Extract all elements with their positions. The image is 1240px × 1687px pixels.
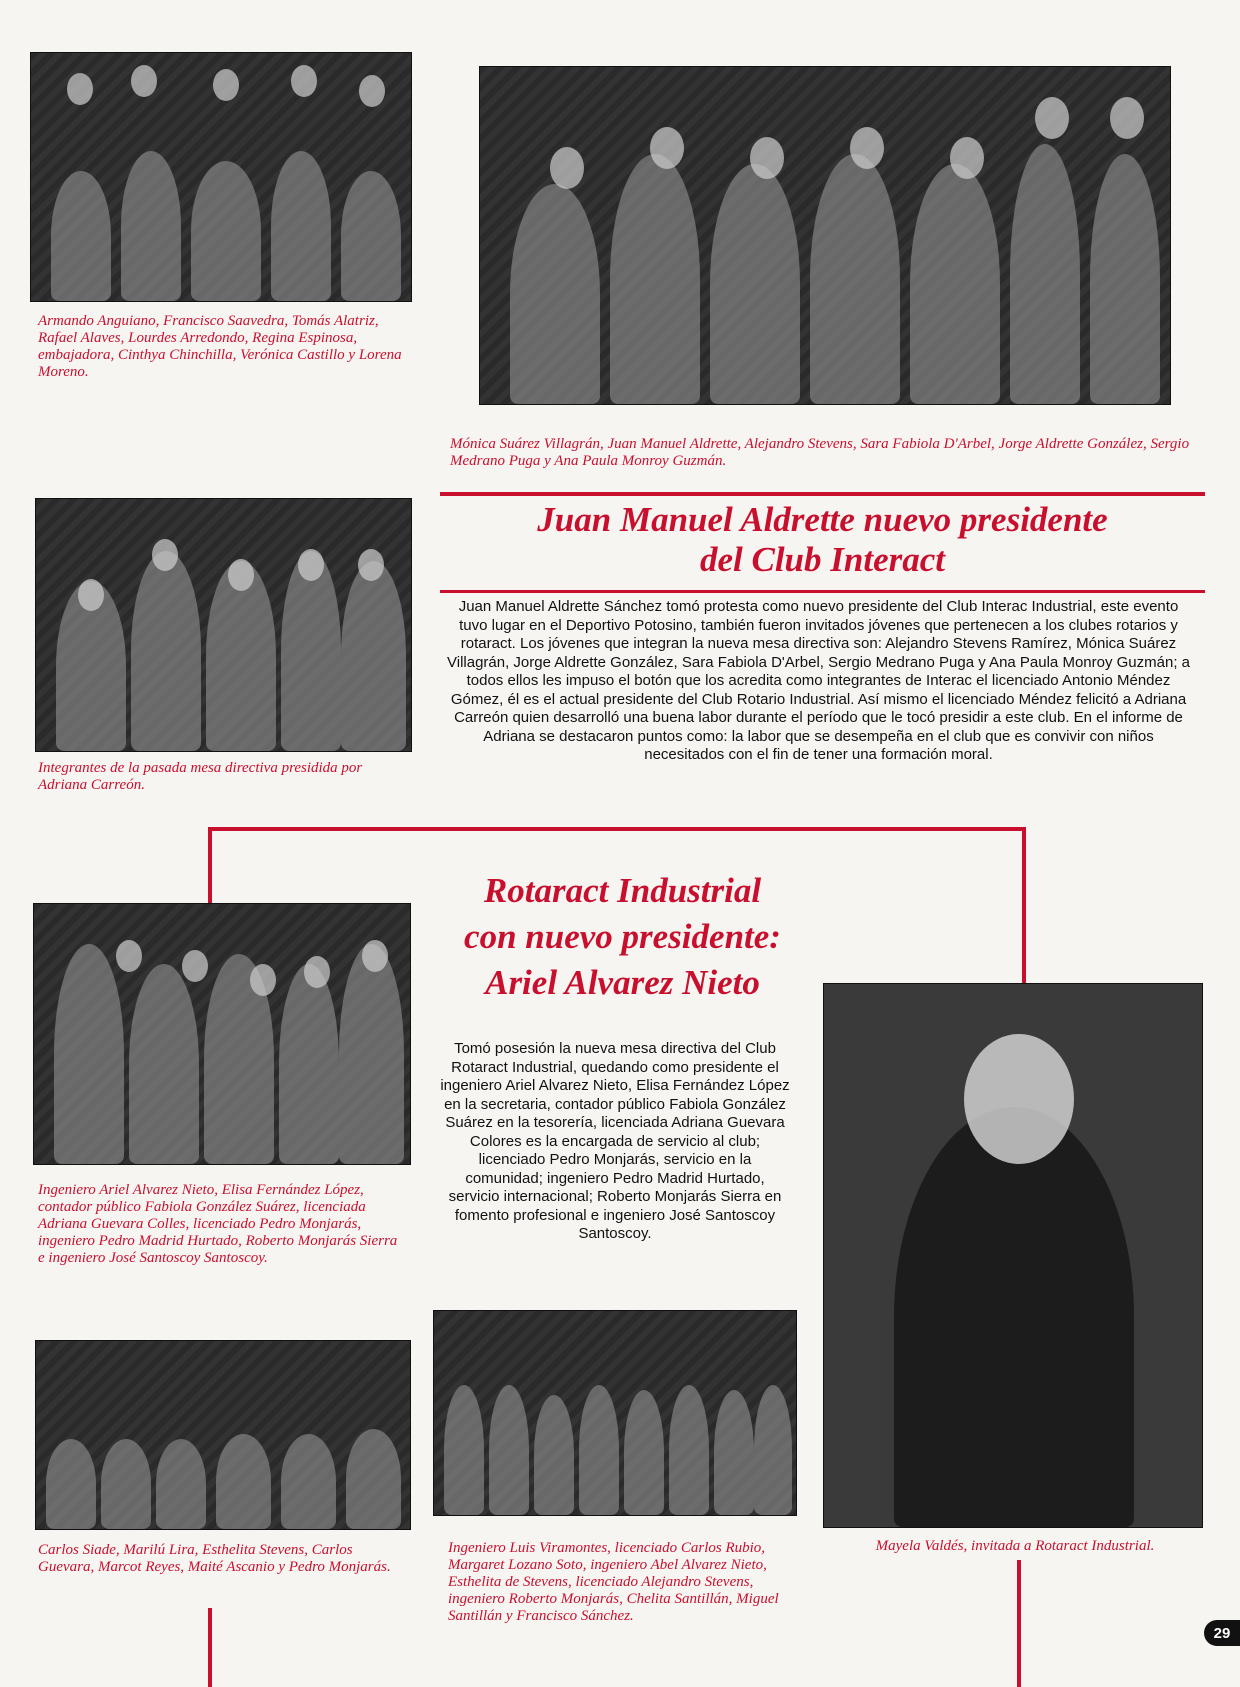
photo-group-2 [479, 66, 1171, 405]
photo-group-6 [433, 1310, 797, 1516]
photo-group-3 [35, 498, 412, 752]
article-2-body: Tomó posesión la nueva mesa directiva del Club Rotaract Industrial, quedando como presidente el ingeniero Ariel Alvarez Nieto, Elisa Fernández López en la secretaria, contador público Fabiola González Suárez en la tesorería, licenciada Adriana Guevara Colores es la encargada de servicio al club; licenciado Pedro Monjarás, servicio en la comunidad; ingeniero Pedro Madrid Hurtado, servicio internacional; Roberto Monjarás Sierra en fomento profesional e ingeniero José Santoscoy Santoscoy. [440, 1040, 790, 1242]
caption-photo-4: Ingeniero Ariel Alvarez Nieto, Elisa Fernández López, contador público Fabiola González Suárez, licenciada Adriana Guevara Colles, licenciado Pedro Monjarás, ingeniero Pedro Madrid Hurtado, Roberto Monjarás Sierra e ingeniero José Santoscoy Santoscoy. [38, 1182, 398, 1266]
article-1-body: Juan Manuel Aldrette Sánchez tomó protesta como nuevo presidente del Club Interac Industrial, este evento tuvo lugar en el Deportivo Potosino, también fueron invitados jóvenes que pertenecen a los clubes rotarios y rotaract. Los jóvenes que integran la nueva mesa directiva son: Alejandro Stevens Ramírez, Mónica Suárez Villagrán, Jorge Aldrette González, Sara Fabiola D'Arbel, Sergio Medrano Puga y Ana Paula Monroy Guzmán; a todos ellos les impuso el botón que los acredita como integrantes de Interac el licenciado Antonio Méndez Gómez, él es el actual presidente del Club Rotario Industrial. Así mismo el licenciado Méndez felicitó a Adriana Carreón quien desarrolló una buena labor durante el período que le tocó presidir a este club. En el informe de Adriana se destacaron puntos como: la labor que se desempeña en el club que es convivir con niños necesitados con el fin de tener una formación moral. [447, 598, 1190, 763]
bottom-left-vertical-rule [208, 1608, 212, 1687]
article-2-headline-line-2: con nuevo presidente: [464, 917, 781, 956]
article-1-top-rule [440, 492, 1205, 496]
article-1-headline-line-2: del Club Interact [699, 540, 946, 579]
caption-photo-1: Armando Anguiano, Francisco Saavedra, Tomás Alatriz, Rafael Alaves, Lourdes Arredondo, Regina Espinosa, embajadora, Cinthya Chinchilla, Verónica Castillo y Lorena Moreno. [38, 313, 402, 380]
caption-photo-2: Mónica Suárez Villagrán, Juan Manuel Aldrette, Alejandro Stevens, Sara Fabiola D'Arbel, Jorge Aldrette González, Sergio Medrano Puga y Ana Paula Monroy Guzmán. [450, 436, 1190, 469]
article-2-headline-line-1: Rotaract Industrial [483, 871, 762, 910]
photo-group-4 [33, 903, 411, 1165]
photo-group-1 [30, 52, 412, 302]
article-1-headline-line-1: Juan Manuel Aldrette nuevo presidente [537, 500, 1108, 539]
article-1-bottom-rule [440, 590, 1205, 593]
caption-photo-6: Ingeniero Luis Viramontes, licenciado Carlos Rubio, Margaret Lozano Soto, ingeniero Abel Alvarez Nieto, Esthelita de Stevens, licenciado Alejandro Stevens, ingeniero Roberto Monjarás, Chelita Santillán, Miguel Santillán y Francisco Sánchez. [448, 1540, 779, 1624]
frame-left-rule [208, 827, 212, 905]
frame-top-rule [208, 827, 1026, 831]
caption-photo-5: Carlos Siade, Marilú Lira, Esthelita Stevens, Carlos Guevara, Marcot Reyes, Maité Ascanio y Pedro Monjarás. [38, 1542, 391, 1575]
bottom-right-vertical-rule [1017, 1560, 1021, 1687]
frame-right-rule [1022, 827, 1026, 985]
article-2-headline [425, 868, 820, 1006]
photo-portrait [823, 983, 1203, 1528]
article-1-headline [440, 500, 1205, 580]
caption-photo-3: Integrantes de la pasada mesa directiva presidida por Adriana Carreón. [38, 760, 363, 793]
page-number: 29 [1204, 1620, 1240, 1646]
article-2-headline-line-3: Ariel Alvarez Nieto [485, 963, 760, 1002]
photo-group-5 [35, 1340, 411, 1530]
caption-photo-7: Mayela Valdés, invitada a Rotaract Industrial. [875, 1538, 1155, 1554]
